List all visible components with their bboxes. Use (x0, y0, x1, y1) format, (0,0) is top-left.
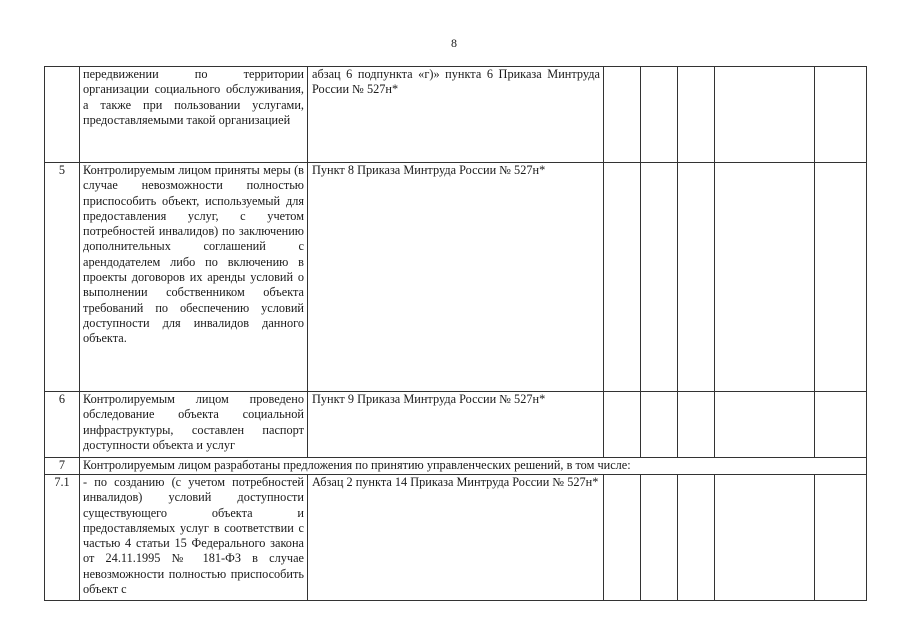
table-row (45, 458, 867, 475)
checklist-table (44, 66, 867, 601)
answer-no-cell (641, 67, 678, 163)
extra-cell (815, 67, 867, 163)
comment-cell (715, 67, 815, 163)
normative-reference-cell: Пункт 9 Приказа Минтруда России № 527н* (308, 392, 604, 458)
extra-cell (815, 475, 867, 601)
answer-na-cell (678, 163, 715, 392)
answer-no-cell (641, 163, 678, 392)
normative-reference-cell: Пункт 8 Приказа Минтруда России № 527н* (308, 163, 604, 392)
answer-yes-cell (604, 475, 641, 601)
requirement-cell: - по созданию (с учетом потребностей инвалидов) условий доступности существующего объекта и предоставляемых услуг в соответствии с частью 4 статьи 15 Федерального закона от 24.11.1995 № 181-ФЗ в случае невозможности полностью приспособить объект с (80, 475, 308, 601)
comment-cell (715, 163, 815, 392)
extra-cell (815, 392, 867, 458)
answer-no-cell (641, 475, 678, 601)
table-row (45, 67, 867, 163)
table-row (45, 475, 867, 601)
comment-cell (715, 392, 815, 458)
answer-na-cell (678, 392, 715, 458)
row-number (45, 67, 80, 163)
page-number: 8 (451, 36, 457, 50)
extra-cell (815, 163, 867, 392)
requirement-cell: передвижении по территории организации социального обслуживания, а также при пользовании услугами, предоставляемыми такой организацией (80, 67, 308, 163)
answer-yes-cell (604, 67, 641, 163)
requirement-cell: Контролируемым лицом приняты меры (в случае невозможности полностью приспособить объект, используемый для предоставления услуг, с учетом потребностей инвалидов) по заключению дополнительных соглашений с арендодателем либо по включению в проекты договоров их аренды условий о выполнении собственником объекта требований по обеспечению условий доступности для инвалидов данного объекта. (80, 163, 308, 392)
row-number: 6 (45, 392, 80, 458)
row-number: 7 (45, 458, 80, 475)
table-row (45, 163, 867, 392)
section-heading-cell: Контролируемым лицом разработаны предложения по принятию управленческих решений, в том числе: (80, 458, 867, 475)
answer-na-cell (678, 475, 715, 601)
answer-yes-cell (604, 163, 641, 392)
answer-no-cell (641, 392, 678, 458)
requirement-cell: Контролируемым лицом проведено обследование объекта социальной инфраструктуры, составлен паспорт доступности объекта и услуг (80, 392, 308, 458)
comment-cell (715, 475, 815, 601)
table-row (45, 392, 867, 458)
row-number: 5 (45, 163, 80, 392)
answer-yes-cell (604, 392, 641, 458)
answer-na-cell (678, 67, 715, 163)
row-number: 7.1 (45, 475, 80, 601)
normative-reference-cell: абзац 6 подпункта «г)» пункта 6 Приказа Минтруда России № 527н* (308, 67, 604, 163)
normative-reference-cell: Абзац 2 пункта 14 Приказа Минтруда России № 527н* (308, 475, 604, 601)
